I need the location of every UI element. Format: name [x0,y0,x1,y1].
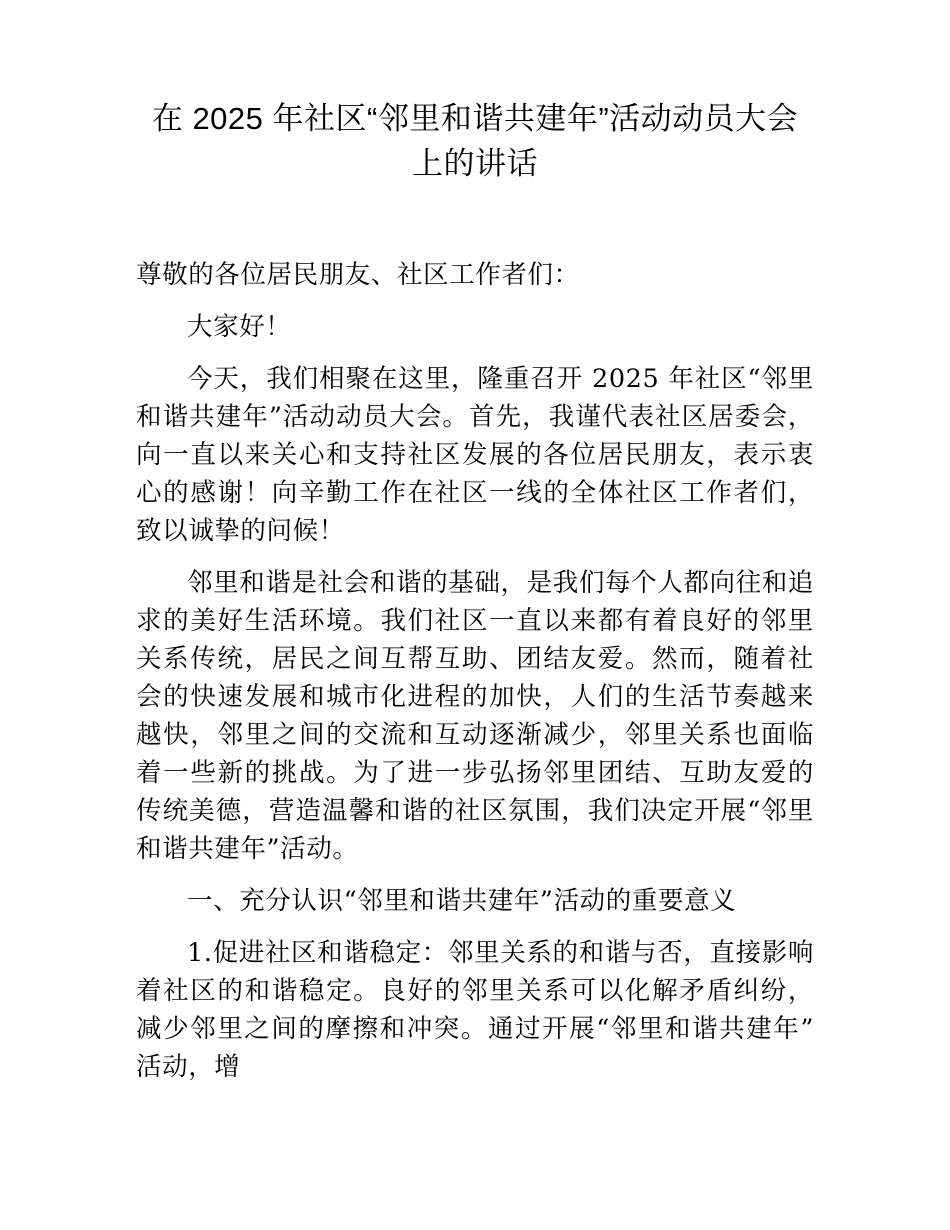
paragraph-background: 邻里和谐是社会和谐的基础，是我们每个人都向往和追求的美好生活环境。我们社区一直以来都有着良好的邻里关系传统，居民之间互帮互助、团结友爱。然而，随着社会的快速发展和城市化进程的加快，人们的生活节奏越来越快，邻里之间的交流和互动逐渐减少，邻里关系也面临着一些新的挑战。为了进一步弘扬邻里团结、互助友爱的传统美德，营造温馨和谐的社区氛围，我们决定开展“邻里和谐共建年”活动。 [136,568,814,864]
section-heading-1: 一、充分认识“邻里和谐共建年”活动的重要意义 [187,886,737,916]
title-spacer [136,186,814,256]
paragraph-opening: 今天，我们相聚在这里，隆重召开 2025 年社区“邻里和谐共建年”活动动员大会。首先，我谨代表社区居委会，向一直以来关心和支持社区发展的各位居民朋友，表示衷心的感谢！向辛勤工作在社区一线的全体社区工作者们，致以诚挚的问候！ [136,364,814,546]
document-body [136,96,814,1100]
section-1-item-1: 1.促进社区和谐稳定：邻里关系的和谐与否，直接影响着社区的和谐稳定。良好的邻里关系可以化解矛盾纠纷，减少邻里之间的摩擦和冲突。通过开展“邻里和谐共建年”活动，增 [136,938,814,1082]
paragraph-greeting: 大家好！ [187,312,292,342]
page-title: 在 2025 年社区“邻里和谐共建年”活动动员大会上的讲话 [151,101,799,181]
paragraph-salutation: 尊敬的各位居民朋友、社区工作者们： [136,260,580,290]
